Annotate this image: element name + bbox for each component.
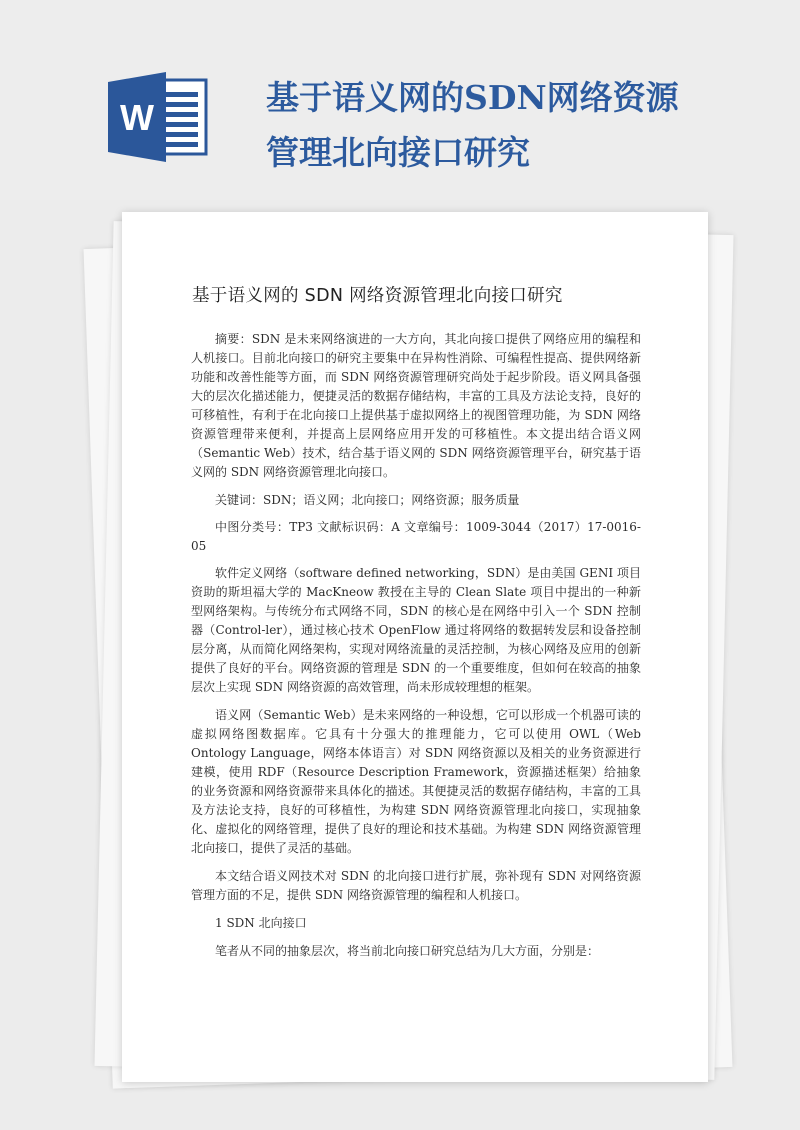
- body-paragraph: 笔者从不同的抽象层次，将当前北向接口研究总结为几大方面，分别是：: [215, 944, 600, 958]
- abstract-paragraph: 摘要：SDN 是未来网络演进的一大方向，其北向接口提供了网络应用的编程和人机接口。目前北向接口的研究主要集中在异构性消除、可编程性提高、提供网络新功能和改善性能等方面，而 SDN 网络资源管理研究尚处于起步阶段。语义网具备强大的层次化描述能力，便捷灵活的数据存储结构，丰富的工具及方法论支持，良好的可移植性，有利于在北向接口上提供基于虚拟网络上的视图管理功能，为 SDN 网络资源管理带来便利，并提高上层网络应用开发的可移植性。本文提出结合语义网（Semantic Web）技术，结合基于语义网的 SDN 网络资源管理平台，研究基于语义网的 SDN 网络资源管理北向接口。: [191, 332, 641, 479]
- body-paragraph: 语义网（Semantic Web）是未来网络的一种设想，它可以形成一个机器可读的虚拟网络图数据库。它具有十分强大的推理能力，它可以使用 OWL（Web Ontology Language，网络本体语言）对 SDN 网络资源以及相关的业务资源进行建模，使用 RDF（Resource Description Framework，资源描述框架）给抽象的业务资源和网络资源带来具体化的描述。其便捷灵活的数据存储结构，丰富的工具及方法论支持，良好的可移植性，为构建 SDN 网络资源管理北向接口，实现抽象化、虚拟化的网络管理，提供了良好的理论和技术基础。为构建 SDN 网络资源管理北向接口，提供了灵活的基础。: [191, 708, 641, 855]
- banner-title-line2: 管理北向接口研究: [266, 133, 530, 172]
- section-heading: 1 SDN 北向接口: [215, 916, 307, 930]
- document-body: [191, 330, 641, 970]
- svg-text:W: W: [120, 97, 154, 138]
- body-paragraph: 软件定义网络（software defined networking，SDN）是由美国 GENI 项目资助的斯坦福大学的 MacKneow 教授在主导的 Clean Slate 项目中提出的一种新型网络架构。与传统分布式网络不同，SDN 的核心是在网络中引入一个 SDN 控制器（Control-ler），通过核心技术 OpenFlow 通过将网络的数据转发层和设备控制层分离，从而简化网络架构，实现对网络流量的灵活控制，为核心网络及应用的创新提供了良好的平台。网络资源的管理是 SDN 的一个重要维度，但如何在较高的抽象层次上实现 SDN 网络资源的高效管理，尚未形成较理想的框架。: [191, 566, 641, 694]
- banner: [0, 0, 800, 200]
- banner-title: [266, 70, 786, 180]
- document-title: 基于语义网的 SDN 网络资源管理北向接口研究: [192, 286, 563, 306]
- document-page: [122, 212, 708, 1082]
- banner-title-line1: 基于语义网的SDN网络资源: [266, 78, 679, 117]
- word-document-icon: [108, 72, 212, 162]
- classification-paragraph: 中图分类号：TP3 文献标识码：A 文章编号：1009-3044（2017）17-0016-05: [191, 520, 641, 553]
- body-paragraph: 本文结合语义网技术对 SDN 的北向接口进行扩展，弥补现有 SDN 对网络资源管理方面的不足，提供 SDN 网络资源管理的编程和人机接口。: [191, 869, 641, 902]
- keywords-paragraph: 关键词：SDN；语义网；北向接口；网络资源；服务质量: [215, 493, 520, 507]
